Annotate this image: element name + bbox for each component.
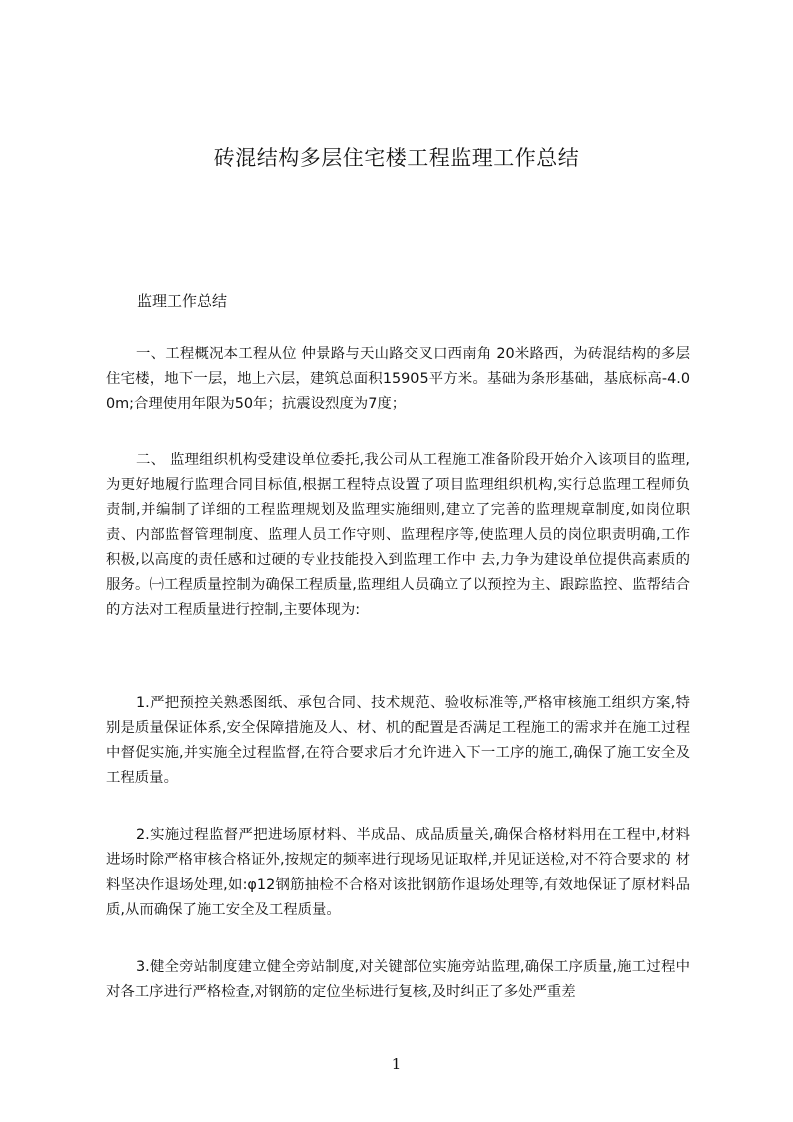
page-number: 1: [391, 1055, 402, 1073]
paragraph-side-station: 3.健全旁站制度建立健全旁站制度,对关键部位实施旁站监理,确保工序质量,施工过程中对各工序进行严格检查,对钢筋的定位坐标进行复核,及时纠正了多处严重差: [106, 959, 690, 1000]
section-subheading: 监理工作总结: [137, 292, 228, 310]
paragraph-project-overview: 一、工程概况本工程从位 仲景路与天山路交叉口西南角 20米路西，为砖混结构的多层住宅楼，地下一层，地上六层，建筑总面积15905平方米。基础为条形基础，基底标高-4.00m;合理使用年限为50年；抗震设烈度为7度；: [106, 346, 690, 412]
paragraph-precontrol: 1.严把预控关熟悉图纸、承包合同、技术规范、验收标准等,严格审核施工组织方案,特别是质量保证体系,安全保障措施及人、材、机的配置是否满足工程施工的需求并在施工过程中督促实施,并实施全过程监督,在符合要求后才允许进入下一工序的施工,确保了施工安全及工程质量。: [106, 695, 690, 786]
paragraph-process-supervision: 2.实施过程监督严把进场原材料、半成品、成品质量关,确保合格材料用在工程中,材料进场时除严格审核合格证外,按规定的频率进行现场见证取样,并见证送检,对不符合要求的 材料坚决作退场处理,如:φ12钢筋抽检不合格对该批钢筋作退场处理等,有效地保证了原材料品质,从而确保了施工安全及工程质量。: [106, 827, 690, 918]
paragraph-organization: 二、 监理组织机构受建设单位委托,我公司从工程施工准备阶段开始介入该项目的监理,为更好地履行监理合同目标值,根据工程特点设置了项目监理组织机构,实行总监理工程师负责制,并编制了详细的工程监理规划及监理实施细则,建立了完善的监理规章制度,如岗位职责、内部监督管理制度、监理人员工作守则、监理程序等,使监理人员的岗位职责明确,工作积极,以高度的责任感和过硬的专业技能投入到监理工作中 去,力争为建设单位提供高素质的服务。㈠工程质量控制为确保工程质量,监理组人员确立了以预控为主、跟踪监控、监帮结合的方法对工程质量进行控制,主要体现为:: [106, 452, 690, 618]
page-title: 砖混结构多层住宅楼工程监理工作总结: [213, 146, 580, 170]
